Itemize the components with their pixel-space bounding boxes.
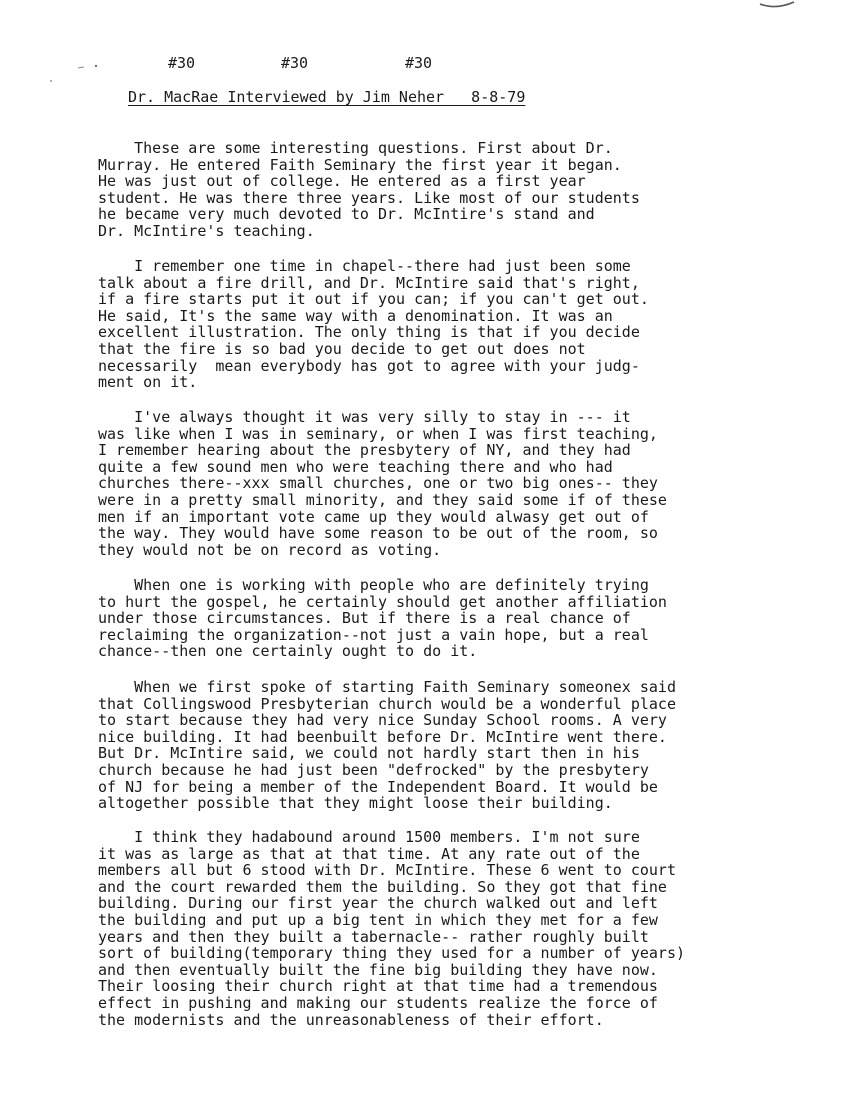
paragraph-5: When we first spoke of starting Faith Seminary someonex said that Collingswood Presbyterian church would be a wonderful place to start because they had very nice Sunday School rooms. A very nice building. It had beenbuilt before Dr. McIntire went there. But Dr. McIntire said, we could not hardly start then in his church because he had just been "defrocked" by the presbytery of NJ for being a member of the Independent Board. It would be altogether possible that they might loose their building.: [98, 678, 676, 813]
page-number-3: #30: [405, 54, 433, 72]
paragraph-4: When one is working with people who are definitely trying to hurt the gospel, he certainly should get another affiliation under those circumstances. But if there is a real chance of reclaiming the organization--not just a vain hope, but a real chance--then one certainly ought to do it.: [98, 576, 667, 661]
paragraph-1: These are some interesting questions. First about Dr. Murray. He entered Faith Seminary the first year it began. He was just out of college. He entered as a first year student. He was there three years. Like most of our students he became very much devoted to Dr. McIntire's stand and Dr. McIntire's teaching.: [98, 139, 640, 240]
page-number-row: [0, 54, 850, 76]
scan-mark-top-right: [758, 0, 798, 12]
paragraph-3: I've always thought it was very silly to stay in --- it was like when I was in seminary, or when I was first teaching, I remember hearing about the presbytery of NY, and they had quite a few sound men who were teaching there and who had churches there--xxx small churches, one or two big ones-- they were in a pretty small minority, and they said some if of these men if an important vote came up they would alwasy get out of the way. They would have some reason to be out of the room, so they would not be on record as voting.: [98, 408, 667, 559]
paragraph-6: I think they hadabound around 1500 members. I'm not sure it was as large as that at that time. At any rate out of the members all but 6 stood with Dr. McIntire. These 6 went to court and the court rewarded them the building. So they got that fine building. During our first year the church walked out and left the building and put up a big tent in which they met for a few years and then they built a tabernacle-- rather roughly built sort of building(temporary thing they used for a number of years) and then eventually built the fine big building they have now. Their loosing their church right at that time had a tremendous effect in pushing and making our students realize the force of the modernists and the unreasonableness of their effort.: [98, 828, 685, 1029]
page-number-1: #30: [168, 54, 196, 72]
scan-speck-left: [48, 78, 54, 84]
document-title: Dr. MacRae Interviewed by Jim Neher 8-8-79: [128, 88, 526, 106]
page-number-2: #30: [281, 54, 309, 72]
paragraph-2: I remember one time in chapel--there had just been some talk about a fire drill, and Dr. McIntire said that's right, if a fire starts put it out if you can; if you can't get out. He said, It's the same way with a denomination. It was an excellent illustration. The only thing is that if you decide that the fire is so bad you decide to get out does not necessarily mean everybody has got to agree with your judg- ment on it.: [98, 257, 649, 392]
